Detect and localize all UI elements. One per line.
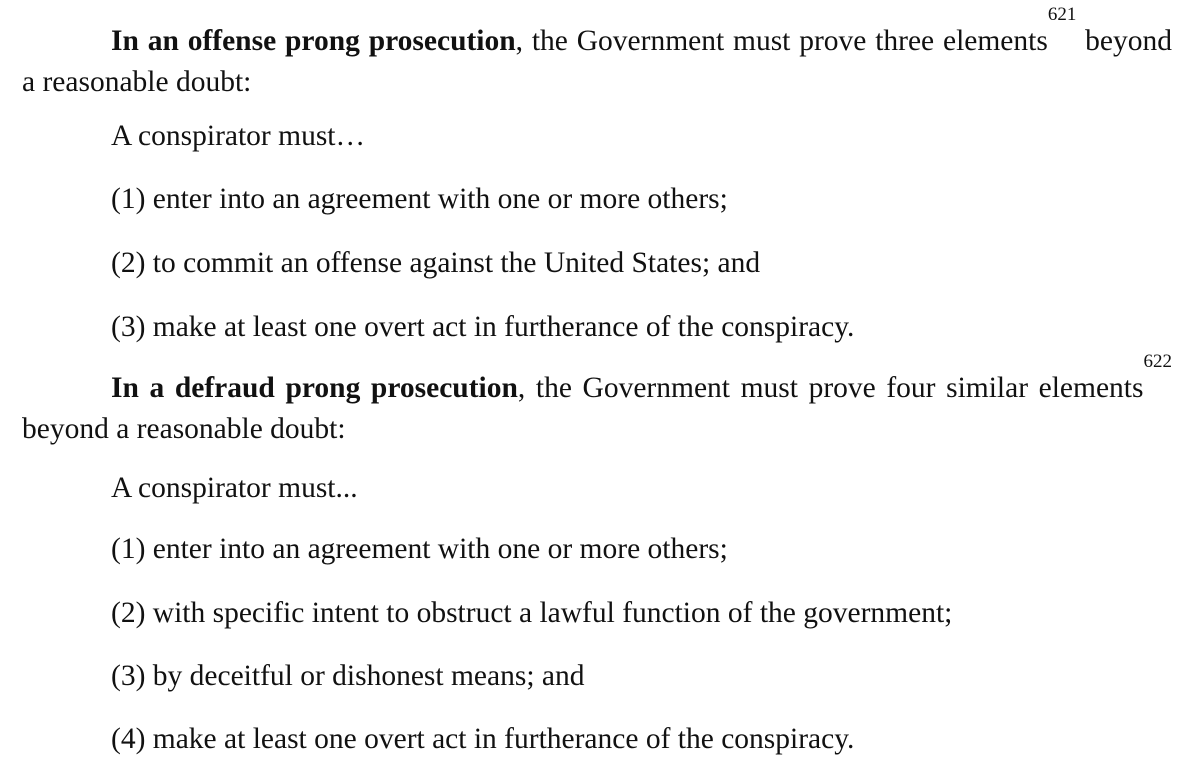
defraud-element-2: (2) with specific intent to obstruct a lawful function of the government; <box>111 597 953 629</box>
defraud-prong-heading: In a defraud prong prosecution <box>111 372 518 404</box>
offense-prong-text: , the Government must prove three elements <box>515 25 1048 57</box>
offense-prong-heading: In an offense prong prosecution <box>111 25 516 57</box>
defraud-element-4: (4) make at least one overt act in furtherance of the conspiracy. <box>111 723 855 755</box>
footnote-ref-622[interactable]: 622 <box>1143 351 1172 372</box>
offense-intro: A conspirator must… <box>111 120 366 152</box>
defraud-prong-text-end: beyond a reasonable doubt: <box>22 413 346 445</box>
offense-element-3: (3) make at least one overt act in furtherance of the conspiracy. <box>111 311 855 343</box>
offense-prong-paragraph <box>22 4 1172 103</box>
offense-element-2: (2) to commit an offense against the United States; and <box>111 247 761 279</box>
offense-prong-text-end: beyond a reasonable doubt: <box>22 25 1172 98</box>
offense-element-1: (1) enter into an agreement with one or more others; <box>111 183 728 215</box>
defraud-element-1: (1) enter into an agreement with one or more others; <box>111 533 728 565</box>
defraud-prong-paragraph <box>22 351 1172 450</box>
defraud-element-3: (3) by deceitful or dishonest means; and <box>111 660 585 692</box>
footnote-ref-621[interactable]: 621 <box>1047 4 1077 25</box>
defraud-prong-text: , the Government must prove four similar elements <box>517 372 1144 404</box>
defraud-intro: A conspirator must... <box>111 472 358 504</box>
